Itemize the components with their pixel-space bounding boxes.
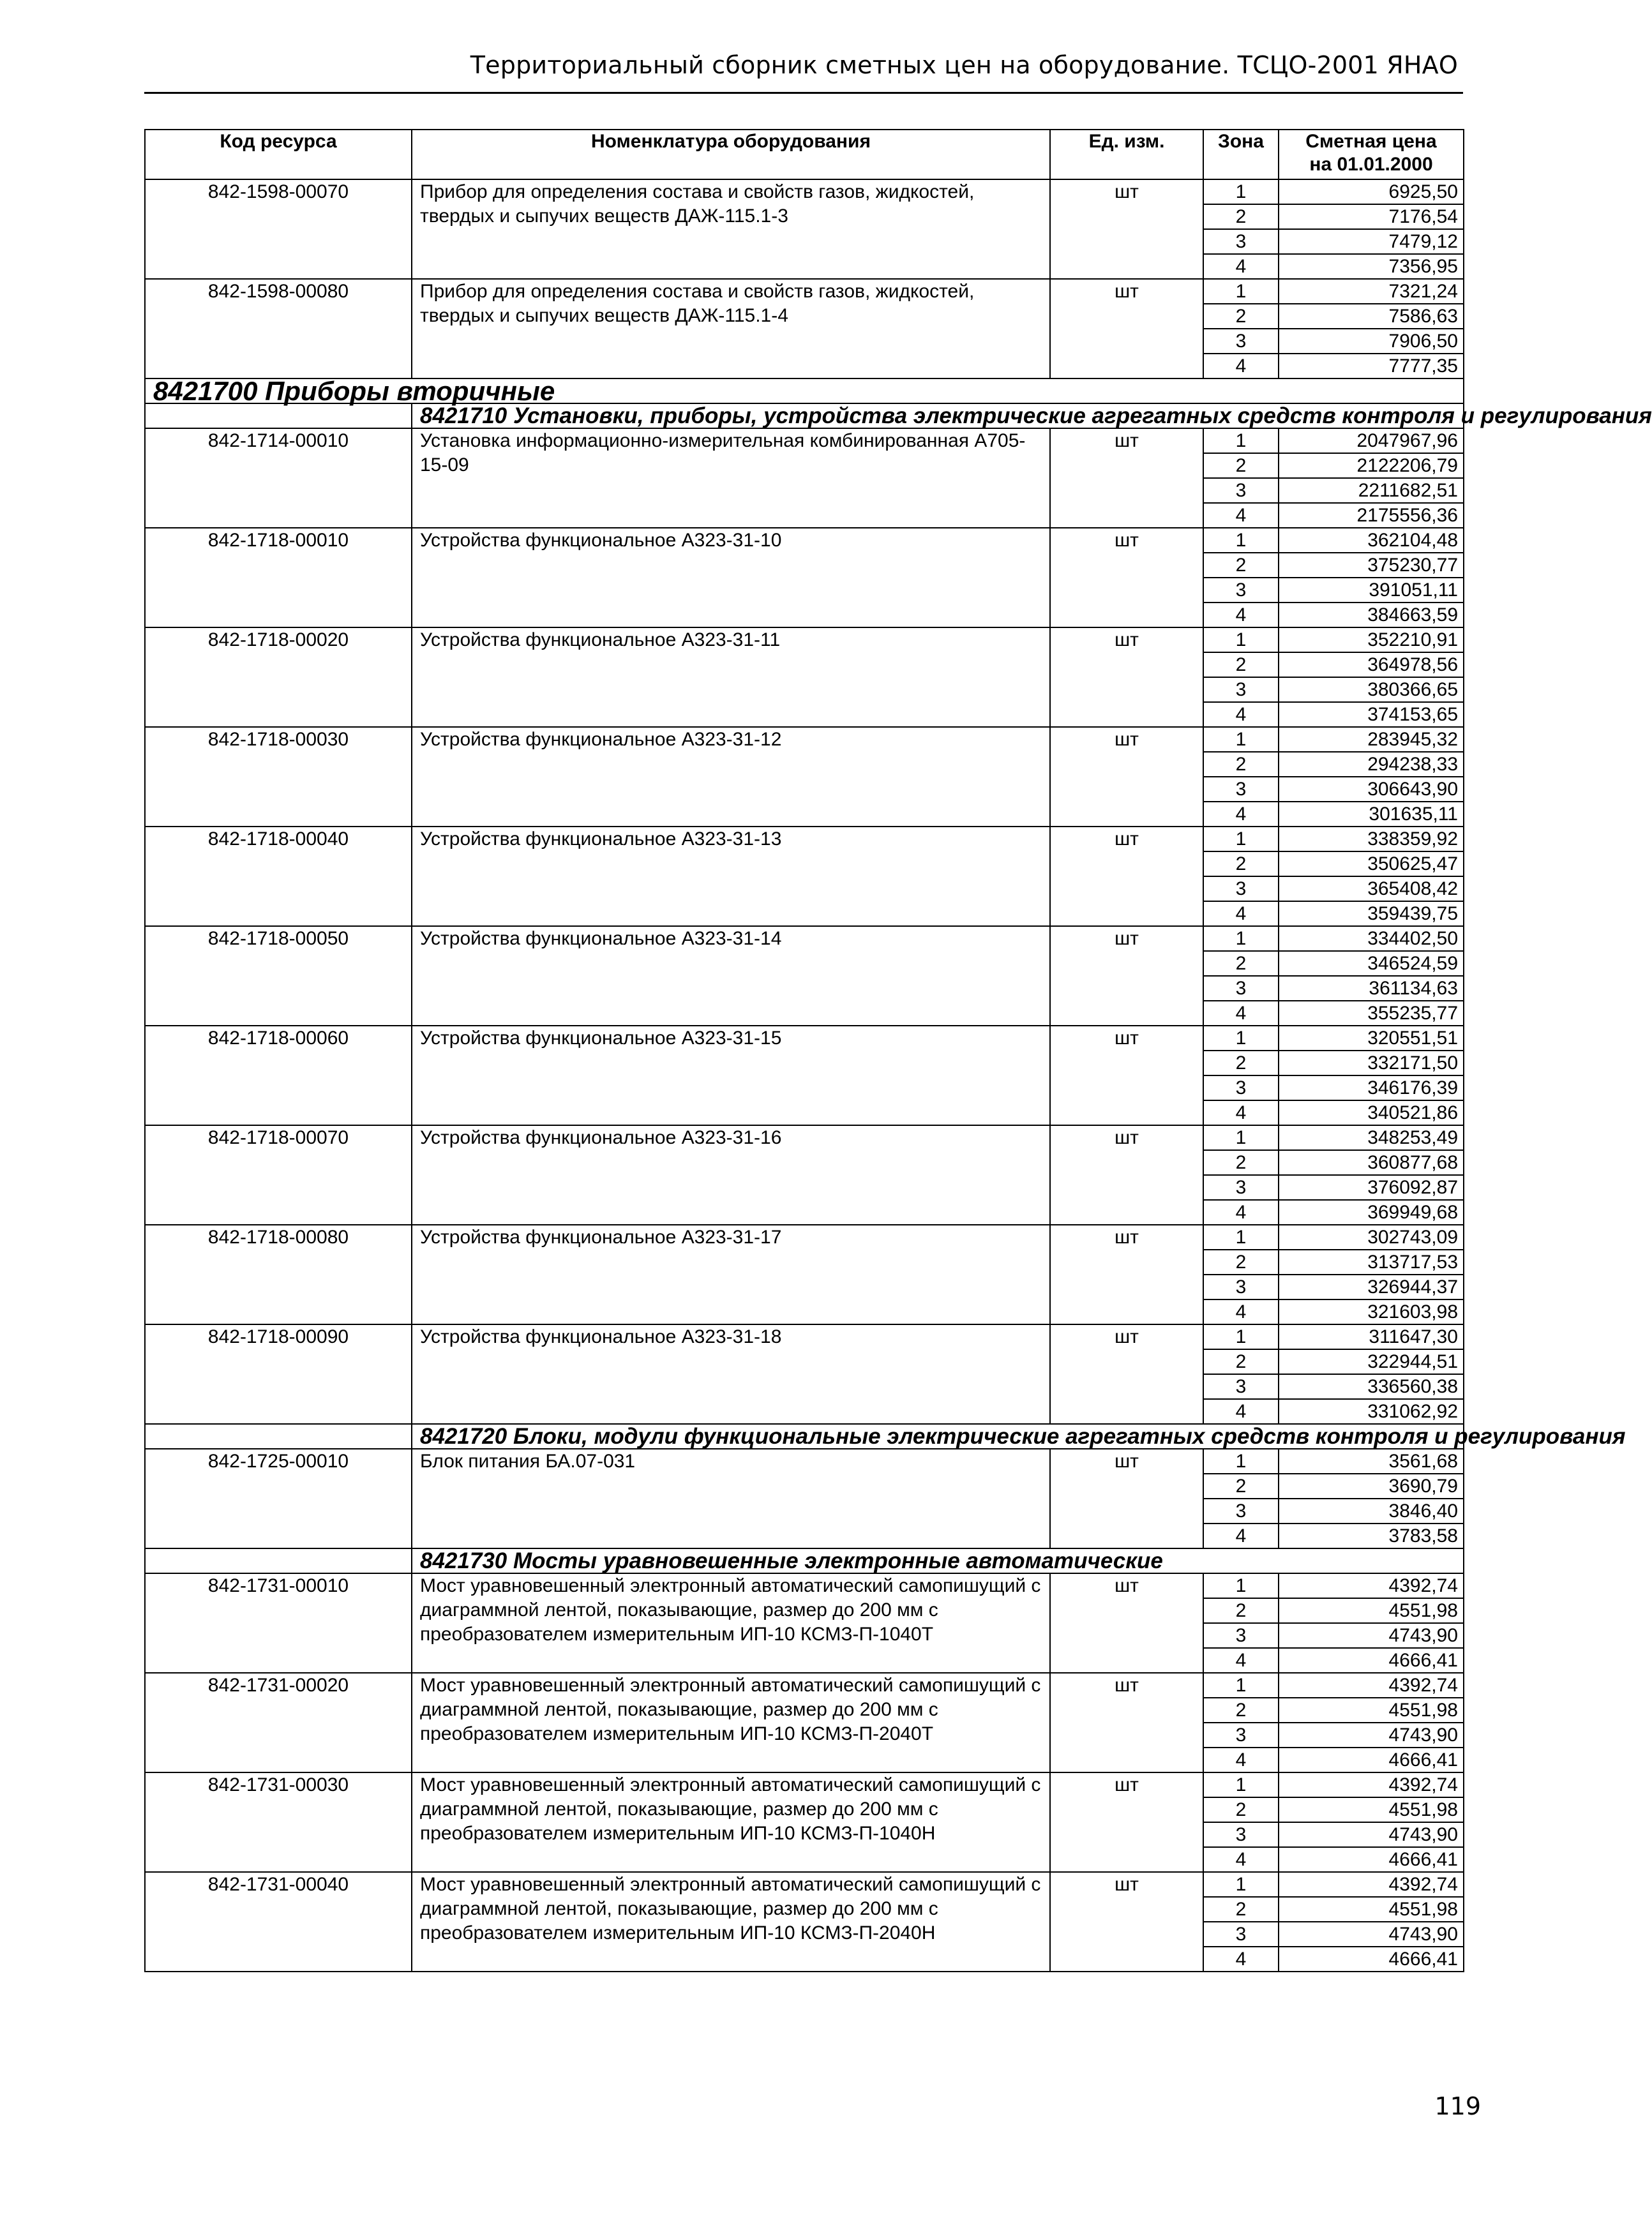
resource-code: 842-1718-00090 [145, 1324, 412, 1424]
column-header-price [1279, 130, 1464, 179]
zone-cell: 2 [1203, 553, 1279, 578]
price-cell: 359439,75 [1279, 901, 1464, 926]
price-cell: 350625,47 [1279, 851, 1464, 876]
zone-cell: 3 [1203, 329, 1279, 354]
unit-of-measure: шт [1050, 428, 1203, 528]
zone-cell: 3 [1203, 229, 1279, 254]
zone-cell: 4 [1203, 1001, 1279, 1026]
subsection-indent [145, 1424, 412, 1449]
price-cell: 338359,92 [1279, 827, 1464, 851]
price-cell: 331062,92 [1279, 1399, 1464, 1424]
zone-cell: 1 [1203, 1026, 1279, 1051]
price-cell: 301635,11 [1279, 802, 1464, 827]
price-cell: 4743,90 [1279, 1822, 1464, 1847]
price-cell: 7906,50 [1279, 329, 1464, 354]
equipment-name: Устройства функциональное А323-31-18 [412, 1324, 1050, 1424]
price-cell: 355235,77 [1279, 1001, 1464, 1026]
price-cell: 2175556,36 [1279, 503, 1464, 528]
table-row [145, 1673, 1464, 1698]
price-cell: 302743,09 [1279, 1225, 1464, 1250]
subsection-heading: 8421710 Установки, приборы, устройства электрические агрегатных средств контроля и регулирования [412, 403, 1464, 428]
zone-cell: 3 [1203, 1075, 1279, 1100]
resource-code: 842-1718-00030 [145, 727, 412, 827]
unit-of-measure: шт [1050, 1872, 1203, 1972]
zone-cell: 3 [1203, 677, 1279, 702]
unit-of-measure: шт [1050, 1449, 1203, 1548]
section-heading-row [145, 378, 1464, 403]
price-cell: 4666,41 [1279, 1748, 1464, 1772]
zone-cell: 4 [1203, 254, 1279, 279]
table-row [145, 1125, 1464, 1150]
zone-cell: 4 [1203, 901, 1279, 926]
unit-of-measure: шт [1050, 1573, 1203, 1673]
zone-cell: 4 [1203, 1748, 1279, 1772]
zone-cell: 3 [1203, 1374, 1279, 1399]
price-cell: 348253,49 [1279, 1125, 1464, 1150]
column-header-unit: Ед. изм. [1050, 130, 1203, 179]
price-cell: 3846,40 [1279, 1499, 1464, 1524]
zone-cell: 1 [1203, 1449, 1279, 1474]
table-row [145, 926, 1464, 951]
table-row [145, 1449, 1464, 1474]
price-cell: 321603,98 [1279, 1299, 1464, 1324]
price-cell: 362104,48 [1279, 528, 1464, 553]
price-cell: 380366,65 [1279, 677, 1464, 702]
zone-cell: 3 [1203, 1175, 1279, 1200]
resource-code: 842-1718-00010 [145, 528, 412, 627]
zone-cell: 2 [1203, 204, 1279, 229]
price-cell: 4392,74 [1279, 1573, 1464, 1598]
column-header-code: Код ресурса [145, 130, 412, 179]
zone-cell: 2 [1203, 1797, 1279, 1822]
unit-of-measure: шт [1050, 279, 1203, 378]
zone-cell: 4 [1203, 702, 1279, 727]
zone-cell: 4 [1203, 603, 1279, 627]
zone-cell: 3 [1203, 1723, 1279, 1748]
resource-code: 842-1731-00040 [145, 1872, 412, 1972]
unit-of-measure: шт [1050, 926, 1203, 1026]
resource-code: 842-1718-00060 [145, 1026, 412, 1125]
table-row [145, 1026, 1464, 1051]
price-cell: 2122206,79 [1279, 453, 1464, 478]
equipment-name: Прибор для определения состава и свойств газов, жидкостей, твердых и сыпучих веществ ДАЖ-115.1-3 [412, 179, 1050, 279]
subsection-heading-row [145, 1548, 1464, 1573]
price-cell: 4392,74 [1279, 1673, 1464, 1698]
zone-cell: 3 [1203, 1275, 1279, 1299]
price-cell: 7586,63 [1279, 304, 1464, 329]
zone-cell: 2 [1203, 1698, 1279, 1723]
zone-cell: 1 [1203, 1573, 1279, 1598]
price-cell: 369949,68 [1279, 1200, 1464, 1225]
price-cell: 334402,50 [1279, 926, 1464, 951]
unit-of-measure: шт [1050, 1324, 1203, 1424]
subsection-heading: 8421720 Блоки, модули функциональные электрические агрегатных средств контроля и регулирования [412, 1424, 1464, 1449]
price-cell: 4392,74 [1279, 1772, 1464, 1797]
price-cell: 2047967,96 [1279, 428, 1464, 453]
zone-cell: 1 [1203, 1324, 1279, 1349]
unit-of-measure: шт [1050, 1125, 1203, 1225]
section-heading: 8421700 Приборы вторичные [145, 378, 1464, 403]
unit-of-measure: шт [1050, 627, 1203, 727]
price-cell: 7777,35 [1279, 354, 1464, 378]
zone-cell: 1 [1203, 1772, 1279, 1797]
zone-cell: 4 [1203, 1648, 1279, 1673]
price-cell: 3690,79 [1279, 1474, 1464, 1499]
equipment-name: Устройства функциональное А323-31-15 [412, 1026, 1050, 1125]
unit-of-measure: шт [1050, 1026, 1203, 1125]
equipment-name: Устройства функциональное А323-31-11 [412, 627, 1050, 727]
price-cell: 4551,98 [1279, 1797, 1464, 1822]
subsection-indent [145, 403, 412, 428]
price-cell: 376092,87 [1279, 1175, 1464, 1200]
zone-cell: 2 [1203, 1150, 1279, 1175]
price-table [144, 129, 1652, 1972]
zone-cell: 2 [1203, 1250, 1279, 1275]
zone-cell: 2 [1203, 1598, 1279, 1623]
subsection-heading-row [145, 403, 1464, 428]
equipment-name: Устройства функциональное А323-31-17 [412, 1225, 1050, 1324]
resource-code: 842-1718-00050 [145, 926, 412, 1026]
price-cell: 7321,24 [1279, 279, 1464, 304]
price-cell: 4743,90 [1279, 1922, 1464, 1947]
price-cell: 346176,39 [1279, 1075, 1464, 1100]
zone-cell: 3 [1203, 578, 1279, 603]
zone-cell: 3 [1203, 976, 1279, 1001]
price-cell: 4551,98 [1279, 1698, 1464, 1723]
price-cell: 306643,90 [1279, 777, 1464, 802]
table-row [145, 428, 1464, 453]
column-header-name: Номенклатура оборудования [412, 130, 1050, 179]
resource-code: 842-1718-00070 [145, 1125, 412, 1225]
subsection-heading: 8421730 Мосты уравновешенные электронные автоматические [412, 1548, 1464, 1573]
table-row [145, 528, 1464, 553]
page-number: 119 [1434, 2092, 1481, 2120]
unit-of-measure: шт [1050, 1772, 1203, 1872]
unit-of-measure: шт [1050, 827, 1203, 926]
resource-code: 842-1598-00070 [145, 179, 412, 279]
zone-cell: 3 [1203, 1499, 1279, 1524]
price-cell: 4666,41 [1279, 1648, 1464, 1673]
zone-cell: 1 [1203, 528, 1279, 553]
unit-of-measure: шт [1050, 1225, 1203, 1324]
zone-cell: 2 [1203, 951, 1279, 976]
table-body [145, 179, 1652, 1972]
zone-cell: 2 [1203, 1474, 1279, 1499]
unit-of-measure: шт [1050, 727, 1203, 827]
price-cell: 3783,58 [1279, 1524, 1464, 1548]
table-header-row [145, 130, 1464, 179]
zone-cell: 2 [1203, 304, 1279, 329]
unit-of-measure: шт [1050, 179, 1203, 279]
price-cell: 365408,42 [1279, 876, 1464, 901]
price-cell: 7356,95 [1279, 254, 1464, 279]
price-cell: 346524,59 [1279, 951, 1464, 976]
equipment-name: Мост уравновешенный электронный автоматический самопишущий с диаграммной лентой, показывающие, размер до 200 мм с преобразователем измерительным ИП-10 КСМЗ-П-2040Т [412, 1673, 1050, 1772]
zone-cell: 4 [1203, 354, 1279, 378]
subsection-heading-row [145, 1424, 1464, 1449]
zone-cell: 1 [1203, 279, 1279, 304]
zone-cell: 1 [1203, 179, 1279, 204]
equipment-name: Устройства функциональное А323-31-10 [412, 528, 1050, 627]
zone-cell: 3 [1203, 777, 1279, 802]
resource-code: 842-1731-00030 [145, 1772, 412, 1872]
zone-cell: 1 [1203, 1872, 1279, 1897]
price-cell: 7479,12 [1279, 229, 1464, 254]
resource-code: 842-1598-00080 [145, 279, 412, 378]
price-cell: 6925,50 [1279, 179, 1464, 204]
price-cell: 4666,41 [1279, 1847, 1464, 1872]
price-cell: 313717,53 [1279, 1250, 1464, 1275]
zone-cell: 1 [1203, 627, 1279, 652]
price-cell: 4666,41 [1279, 1947, 1464, 1972]
zone-cell: 2 [1203, 1897, 1279, 1922]
column-header-price-line1: Сметная цена [1305, 131, 1437, 152]
price-cell: 3561,68 [1279, 1449, 1464, 1474]
table-row [145, 279, 1464, 304]
equipment-name: Прибор для определения состава и свойств газов, жидкостей, твердых и сыпучих веществ ДАЖ-115.1-4 [412, 279, 1050, 378]
zone-cell: 4 [1203, 1200, 1279, 1225]
zone-cell: 2 [1203, 453, 1279, 478]
document-title: Территориальный сборник сметных цен на оборудование. ТСЦО-2001 ЯНАО [470, 51, 1458, 79]
price-cell: 311647,30 [1279, 1324, 1464, 1349]
price-cell: 283945,32 [1279, 727, 1464, 752]
zone-cell: 3 [1203, 1922, 1279, 1947]
zone-cell: 2 [1203, 1051, 1279, 1075]
zone-cell: 1 [1203, 1225, 1279, 1250]
column-header-price-line2: на 01.01.2000 [1309, 154, 1433, 175]
zone-cell: 1 [1203, 827, 1279, 851]
zone-cell: 2 [1203, 1349, 1279, 1374]
table-row [145, 1872, 1464, 1897]
equipment-name: Блок питания БА.07-031 [412, 1449, 1050, 1548]
zone-cell: 1 [1203, 1673, 1279, 1698]
zone-cell: 4 [1203, 1524, 1279, 1548]
zone-cell: 1 [1203, 1125, 1279, 1150]
table-row [145, 179, 1464, 204]
equipment-name: Установка информационно-измерительная комбинированная А705-15-09 [412, 428, 1050, 528]
equipment-name: Устройства функциональное А323-31-12 [412, 727, 1050, 827]
zone-cell: 4 [1203, 1847, 1279, 1872]
zone-cell: 3 [1203, 1822, 1279, 1847]
resource-code: 842-1718-00020 [145, 627, 412, 727]
price-cell: 4743,90 [1279, 1723, 1464, 1748]
zone-cell: 2 [1203, 851, 1279, 876]
price-cell: 352210,91 [1279, 627, 1464, 652]
price-cell: 4392,74 [1279, 1872, 1464, 1897]
price-cell: 336560,38 [1279, 1374, 1464, 1399]
price-cell: 375230,77 [1279, 553, 1464, 578]
price-cell: 361134,63 [1279, 976, 1464, 1001]
equipment-name: Устройства функциональное А323-31-13 [412, 827, 1050, 926]
zone-cell: 1 [1203, 428, 1279, 453]
unit-of-measure: шт [1050, 1673, 1203, 1772]
zone-cell: 3 [1203, 876, 1279, 901]
table-row [145, 827, 1464, 851]
resource-code: 842-1718-00040 [145, 827, 412, 926]
equipment-name: Устройства функциональное А323-31-14 [412, 926, 1050, 1026]
price-cell: 384663,59 [1279, 603, 1464, 627]
table-row [145, 1225, 1464, 1250]
price-cell: 4551,98 [1279, 1598, 1464, 1623]
table-row [145, 1772, 1464, 1797]
price-cell: 391051,11 [1279, 578, 1464, 603]
price-cell: 364978,56 [1279, 652, 1464, 677]
resource-code: 842-1714-00010 [145, 428, 412, 528]
zone-cell: 1 [1203, 727, 1279, 752]
zone-cell: 4 [1203, 503, 1279, 528]
equipment-name: Мост уравновешенный электронный автоматический самопишущий с диаграммной лентой, показывающие, размер до 200 мм с преобразователем измерительным ИП-10 КСМЗ-П-1040Т [412, 1573, 1050, 1673]
zone-cell: 2 [1203, 752, 1279, 777]
price-cell: 2211682,51 [1279, 478, 1464, 503]
zone-cell: 3 [1203, 478, 1279, 503]
resource-code: 842-1718-00080 [145, 1225, 412, 1324]
price-cell: 320551,51 [1279, 1026, 1464, 1051]
equipment-name: Мост уравновешенный электронный автоматический самопишущий с диаграммной лентой, показывающие, размер до 200 мм с преобразователем измерительным ИП-10 КСМЗ-П-1040Н [412, 1772, 1050, 1872]
price-cell: 4743,90 [1279, 1623, 1464, 1648]
subsection-indent [145, 1548, 412, 1573]
resource-code: 842-1731-00020 [145, 1673, 412, 1772]
price-cell: 7176,54 [1279, 204, 1464, 229]
resource-code: 842-1731-00010 [145, 1573, 412, 1673]
page-header [144, 46, 1463, 94]
table-row [145, 1324, 1464, 1349]
table-row [145, 727, 1464, 752]
equipment-name: Мост уравновешенный электронный автоматический самопишущий с диаграммной лентой, показывающие, размер до 200 мм с преобразователем измерительным ИП-10 КСМЗ-П-2040Н [412, 1872, 1050, 1972]
price-cell: 340521,86 [1279, 1100, 1464, 1125]
price-cell: 374153,65 [1279, 702, 1464, 727]
unit-of-measure: шт [1050, 528, 1203, 627]
zone-cell: 4 [1203, 1299, 1279, 1324]
zone-cell: 4 [1203, 1399, 1279, 1424]
zone-cell: 3 [1203, 1623, 1279, 1648]
resource-code: 842-1725-00010 [145, 1449, 412, 1548]
zone-cell: 2 [1203, 652, 1279, 677]
price-cell: 360877,68 [1279, 1150, 1464, 1175]
price-cell: 326944,37 [1279, 1275, 1464, 1299]
column-header-zone: Зона [1203, 130, 1279, 179]
zone-cell: 4 [1203, 1100, 1279, 1125]
zone-cell: 1 [1203, 926, 1279, 951]
zone-cell: 4 [1203, 1947, 1279, 1972]
table-row [145, 627, 1464, 652]
zone-cell: 4 [1203, 802, 1279, 827]
price-cell: 4551,98 [1279, 1897, 1464, 1922]
price-cell: 294238,33 [1279, 752, 1464, 777]
equipment-name: Устройства функциональное А323-31-16 [412, 1125, 1050, 1225]
price-cell: 322944,51 [1279, 1349, 1464, 1374]
price-cell: 332171,50 [1279, 1051, 1464, 1075]
table-row [145, 1573, 1464, 1598]
